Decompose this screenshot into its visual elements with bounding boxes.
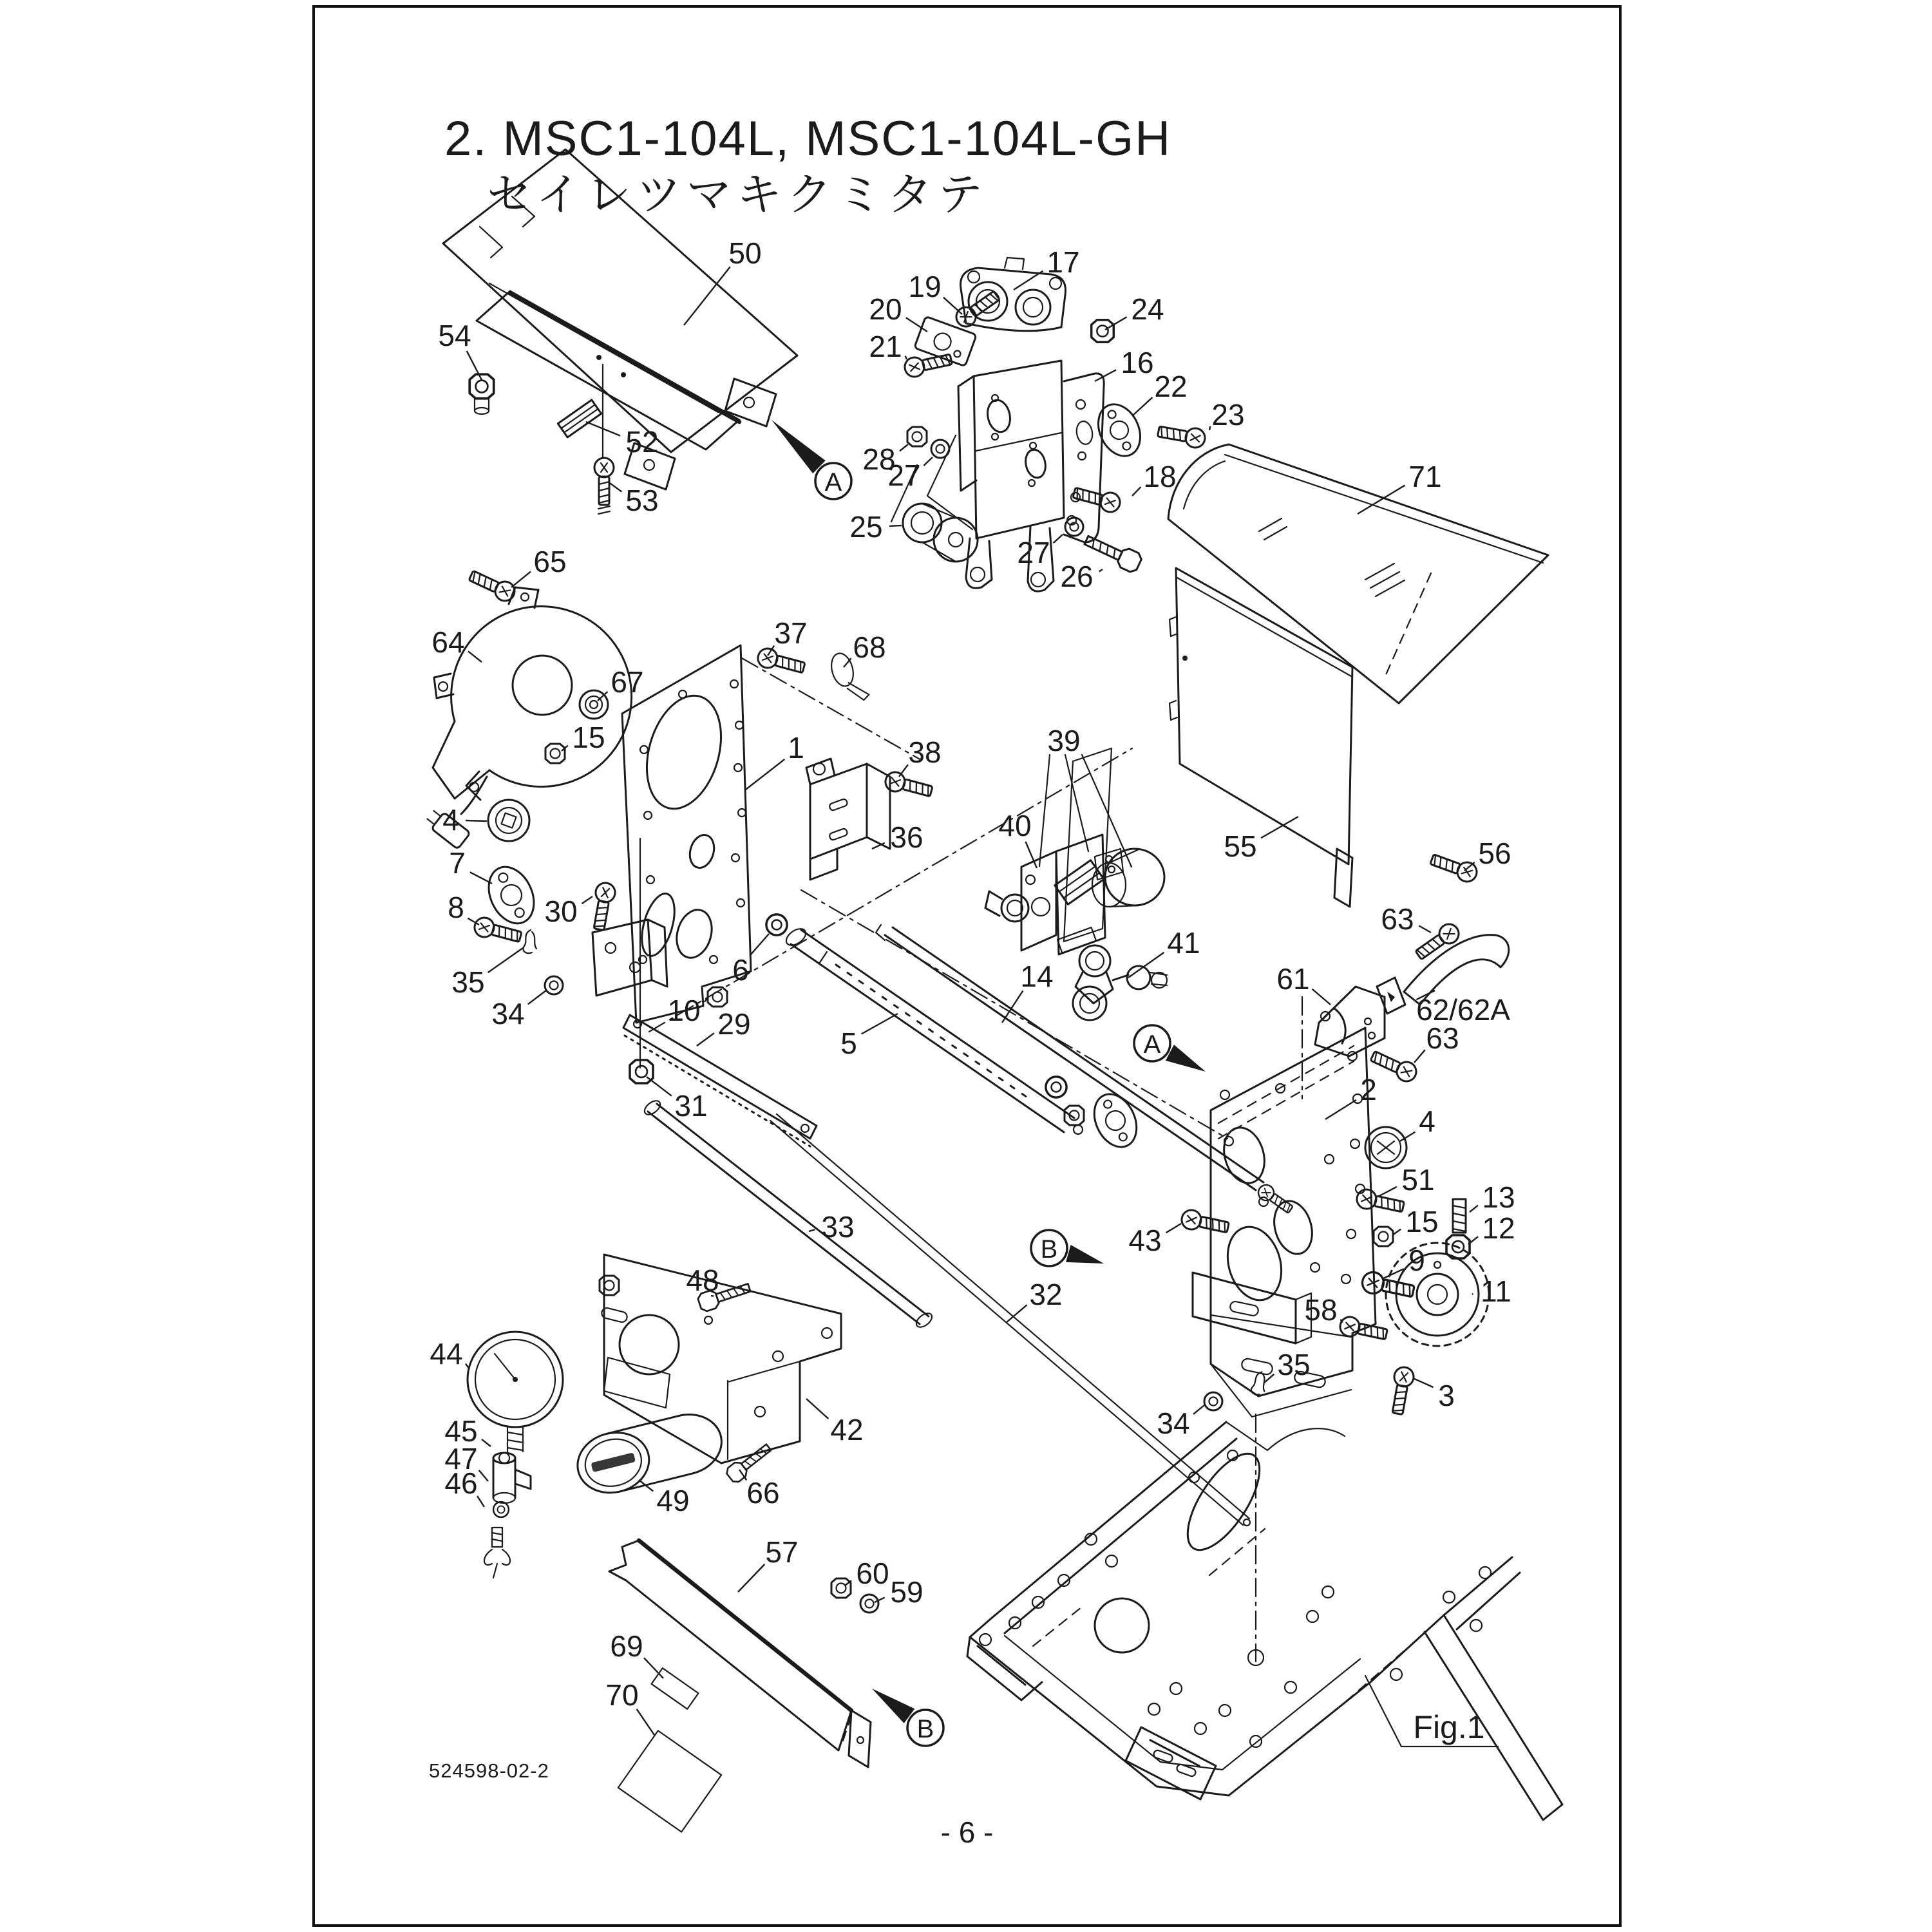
part-callout-42: 42 — [830, 1413, 864, 1446]
part-55-panel — [1170, 568, 1352, 907]
part-41-fitting — [1073, 945, 1167, 1020]
leader-line — [488, 948, 523, 972]
leader-line — [647, 1077, 672, 1096]
part-37-screw — [756, 647, 806, 677]
part-9-screw — [1360, 1270, 1415, 1302]
part-callout-60: 60 — [856, 1557, 889, 1590]
part-10-nut — [708, 987, 727, 1007]
part-callout-4: 4 — [1419, 1104, 1435, 1138]
view-marker-letter-A: A — [824, 468, 842, 497]
part-45-elbow — [493, 1453, 531, 1503]
part-13-stud — [1453, 1199, 1466, 1233]
part-44-gauge — [468, 1332, 563, 1452]
part-callout-Fig.1: Fig.1 — [1413, 1709, 1485, 1745]
part-callout-55: 55 — [1224, 829, 1257, 863]
part-65-screw — [467, 567, 518, 604]
part-70-sticker — [618, 1730, 721, 1832]
part-callout-63: 63 — [1426, 1021, 1459, 1055]
leader-line — [809, 1229, 815, 1231]
part-callout-29: 29 — [717, 1007, 751, 1041]
part-callout-27: 27 — [887, 459, 921, 492]
part-callout-61: 61 — [1276, 962, 1310, 996]
part-callout-7: 7 — [449, 846, 466, 880]
part-callout-23: 23 — [1211, 398, 1245, 431]
leader-line — [528, 990, 546, 1004]
part-callout-34: 34 — [1157, 1406, 1190, 1440]
part-60-nut — [831, 1578, 851, 1598]
part-callout-4: 4 — [442, 803, 459, 837]
part-callout-16: 16 — [1121, 346, 1154, 379]
part-callout-59: 59 — [890, 1575, 923, 1609]
part-callout-70: 70 — [605, 1678, 639, 1712]
document-number: 524598-02-2 — [429, 1759, 549, 1782]
leader-line — [900, 444, 908, 451]
leader-line — [943, 298, 962, 314]
part-25-rollers — [903, 504, 978, 562]
part-callout-24: 24 — [1131, 292, 1164, 326]
leader-line — [1413, 1378, 1434, 1387]
leader-line — [844, 658, 851, 667]
leader-line — [705, 998, 707, 1002]
part-24-nut — [1092, 320, 1114, 343]
part-callout-35: 35 — [1277, 1348, 1311, 1381]
part-52-clip — [558, 400, 601, 437]
part-callout-26: 26 — [1060, 560, 1094, 593]
view-marker-arrow — [1166, 1045, 1206, 1072]
part-34-washer — [545, 976, 563, 994]
part-callout-56: 56 — [1478, 837, 1511, 870]
leader-line — [1054, 535, 1063, 543]
view-marker-arrow — [872, 1689, 914, 1723]
part-40-solenoid-valve — [985, 835, 1164, 954]
part-callout-64: 64 — [431, 625, 465, 659]
part-callout-14: 14 — [1020, 960, 1054, 993]
part-callout-35: 35 — [451, 965, 485, 999]
leader-line — [1414, 1050, 1425, 1063]
part-callout-49: 49 — [656, 1484, 690, 1517]
part-callout-8: 8 — [448, 891, 464, 924]
part-10-nut — [1065, 1106, 1084, 1125]
leader-line — [1358, 486, 1405, 514]
part-6-washer — [766, 914, 787, 935]
part-callout-54: 54 — [438, 319, 471, 352]
leader-line — [479, 1470, 488, 1481]
part-1-main-plate — [592, 645, 751, 1023]
part-callout-40: 40 — [998, 809, 1032, 842]
part-callout-30: 30 — [544, 895, 578, 928]
leader-line — [1325, 1100, 1356, 1119]
part-callout-27: 27 — [1017, 536, 1050, 569]
part-28-nut — [907, 427, 927, 446]
part-50-cover-plate — [443, 149, 797, 514]
part-callout-68: 68 — [853, 630, 886, 664]
part-18-screw — [1072, 483, 1122, 514]
part-36-bracket — [806, 759, 890, 880]
leader-line — [1099, 569, 1103, 572]
view-marker-letter-B: B — [1040, 1235, 1058, 1264]
part-callout-71: 71 — [1408, 460, 1442, 493]
leader-line — [1312, 989, 1331, 1005]
leader-line — [470, 872, 492, 884]
part-callout-18: 18 — [1143, 460, 1177, 493]
part-callout-25: 25 — [849, 510, 883, 544]
part-callout-69: 69 — [610, 1629, 643, 1663]
part-callout-34: 34 — [491, 997, 525, 1030]
part-callout-5: 5 — [840, 1027, 857, 1060]
leader-line — [466, 820, 487, 821]
view-marker-arrow — [1066, 1245, 1104, 1264]
part-callout-3: 3 — [1438, 1379, 1455, 1412]
leader-line — [1166, 1224, 1181, 1233]
part-callout-63: 63 — [1381, 902, 1414, 936]
part-callout-12: 12 — [1482, 1211, 1515, 1245]
part-callout-6: 6 — [732, 953, 749, 987]
leader-line — [637, 1709, 654, 1735]
part-callout-36: 36 — [890, 820, 923, 854]
leader-line — [1470, 1206, 1478, 1212]
part-54-screw — [469, 374, 494, 414]
part-callout-32: 32 — [1029, 1278, 1063, 1311]
part-39-mount-sheet — [1039, 748, 1132, 942]
view-marker-layer — [772, 420, 1206, 1746]
part-47-oring — [493, 1502, 509, 1517]
part-59-washer — [860, 1595, 878, 1613]
part-57-plate — [609, 1540, 871, 1767]
leader-line — [746, 759, 784, 790]
leader-line — [482, 1439, 491, 1446]
part-callout-46: 46 — [444, 1466, 478, 1500]
part-71-cover — [1168, 444, 1548, 703]
part-callout-33: 33 — [821, 1210, 855, 1244]
part-34-washer — [1204, 1392, 1222, 1410]
leader-line — [806, 1399, 828, 1419]
leader-line — [1209, 426, 1210, 430]
part-callout-11: 11 — [1481, 1274, 1511, 1308]
part-27-washer — [1065, 518, 1083, 536]
part-4-plug — [1365, 1127, 1406, 1168]
part-21-screw — [903, 350, 953, 379]
part-46-fitting — [484, 1528, 510, 1578]
leader-line — [511, 572, 531, 587]
part-3-screw — [1388, 1366, 1415, 1416]
leader-line — [1378, 1187, 1397, 1197]
part-callout-43: 43 — [1128, 1224, 1162, 1257]
part-callout-15: 15 — [572, 721, 605, 754]
leader-line — [738, 1564, 764, 1592]
part-53-screw — [594, 458, 614, 514]
part-7-flange — [1086, 1087, 1145, 1153]
page-title: 2. MSC1-104L, MSC1-104L-GH — [444, 111, 1172, 166]
part-callout-48: 48 — [686, 1264, 719, 1297]
part-callout-62/62A: 62/62A — [1416, 993, 1510, 1027]
part-callout-37: 37 — [774, 616, 808, 650]
view-marker-letter-A: A — [1143, 1030, 1161, 1059]
part-callout-58: 58 — [1304, 1293, 1338, 1327]
part-callout-15: 15 — [1405, 1205, 1439, 1238]
part-6-washer — [1046, 1077, 1066, 1097]
leader-line — [582, 896, 592, 904]
part-callout-28: 28 — [862, 442, 896, 476]
part-callout-20: 20 — [869, 292, 902, 326]
part-callout-21: 21 — [869, 330, 902, 363]
leader-line — [477, 1496, 484, 1507]
part-27-washer — [931, 440, 949, 458]
part-callout-39: 39 — [1047, 724, 1081, 757]
part-4-flange — [488, 800, 529, 841]
leader-line — [644, 1658, 663, 1678]
part-fig1-base-frame — [967, 1422, 1562, 1820]
part-callout-13: 13 — [1482, 1180, 1515, 1214]
leader-line — [1132, 397, 1152, 416]
part-callout-52: 52 — [625, 425, 659, 459]
part-8-screw — [473, 916, 523, 947]
part-callout-31: 31 — [674, 1089, 708, 1122]
part-22-bushing — [1090, 397, 1148, 462]
part-callout-66: 66 — [746, 1476, 780, 1510]
part-callout-10: 10 — [667, 994, 701, 1027]
leader-line — [1419, 925, 1431, 933]
leader-line — [1193, 1405, 1204, 1414]
part-callout-47: 47 — [444, 1442, 478, 1475]
part-callout-45: 45 — [444, 1414, 478, 1448]
part-callout-19: 19 — [908, 270, 942, 303]
part-15-nut — [545, 744, 565, 763]
leader-line — [1014, 271, 1043, 290]
leader-line — [862, 1014, 898, 1034]
leader-line — [1095, 370, 1116, 381]
leader-line — [1132, 487, 1141, 496]
part-callout-67: 67 — [611, 665, 644, 699]
view-marker-letter-B: B — [916, 1715, 934, 1743]
leader-line — [468, 651, 482, 662]
part-callout-17: 17 — [1046, 245, 1080, 279]
leader-line — [923, 457, 933, 466]
part-19-screw — [952, 287, 1002, 330]
part-callout-51: 51 — [1401, 1163, 1435, 1197]
part-callout-65: 65 — [533, 545, 567, 578]
part-23-screw — [1157, 422, 1206, 449]
part-35-clip — [523, 930, 536, 953]
part-61-bracket — [1315, 987, 1385, 1056]
page-number: - 6 - — [940, 1815, 994, 1849]
part-callout-53: 53 — [625, 484, 659, 517]
part-5-feed-screw-shaft — [783, 925, 1083, 1134]
part-callout-41: 41 — [1167, 926, 1200, 960]
part-30-screw — [589, 882, 616, 931]
leader-line — [1261, 817, 1298, 838]
part-callout-57: 57 — [765, 1535, 799, 1569]
view-marker-arrow — [772, 420, 826, 473]
part-16-bracket — [891, 361, 1104, 591]
part-callout-1: 1 — [788, 731, 804, 764]
part-callout-38: 38 — [908, 735, 942, 769]
page-subtitle-katakana: セイレツマキクミタテ — [487, 169, 988, 220]
part-callout-2: 2 — [1360, 1073, 1377, 1106]
part-callout-22: 22 — [1154, 370, 1188, 403]
leader-line — [750, 934, 769, 956]
leader-line — [899, 764, 908, 777]
part-callout-44: 44 — [430, 1337, 463, 1370]
part-callout-50: 50 — [728, 236, 762, 270]
part-callout-9: 9 — [1408, 1244, 1425, 1277]
leader-line — [697, 1033, 714, 1046]
part-56-screw — [1428, 850, 1479, 884]
part-43-screw — [1180, 1208, 1230, 1237]
leader-line — [905, 356, 907, 359]
part-15-nut — [1374, 1227, 1393, 1246]
